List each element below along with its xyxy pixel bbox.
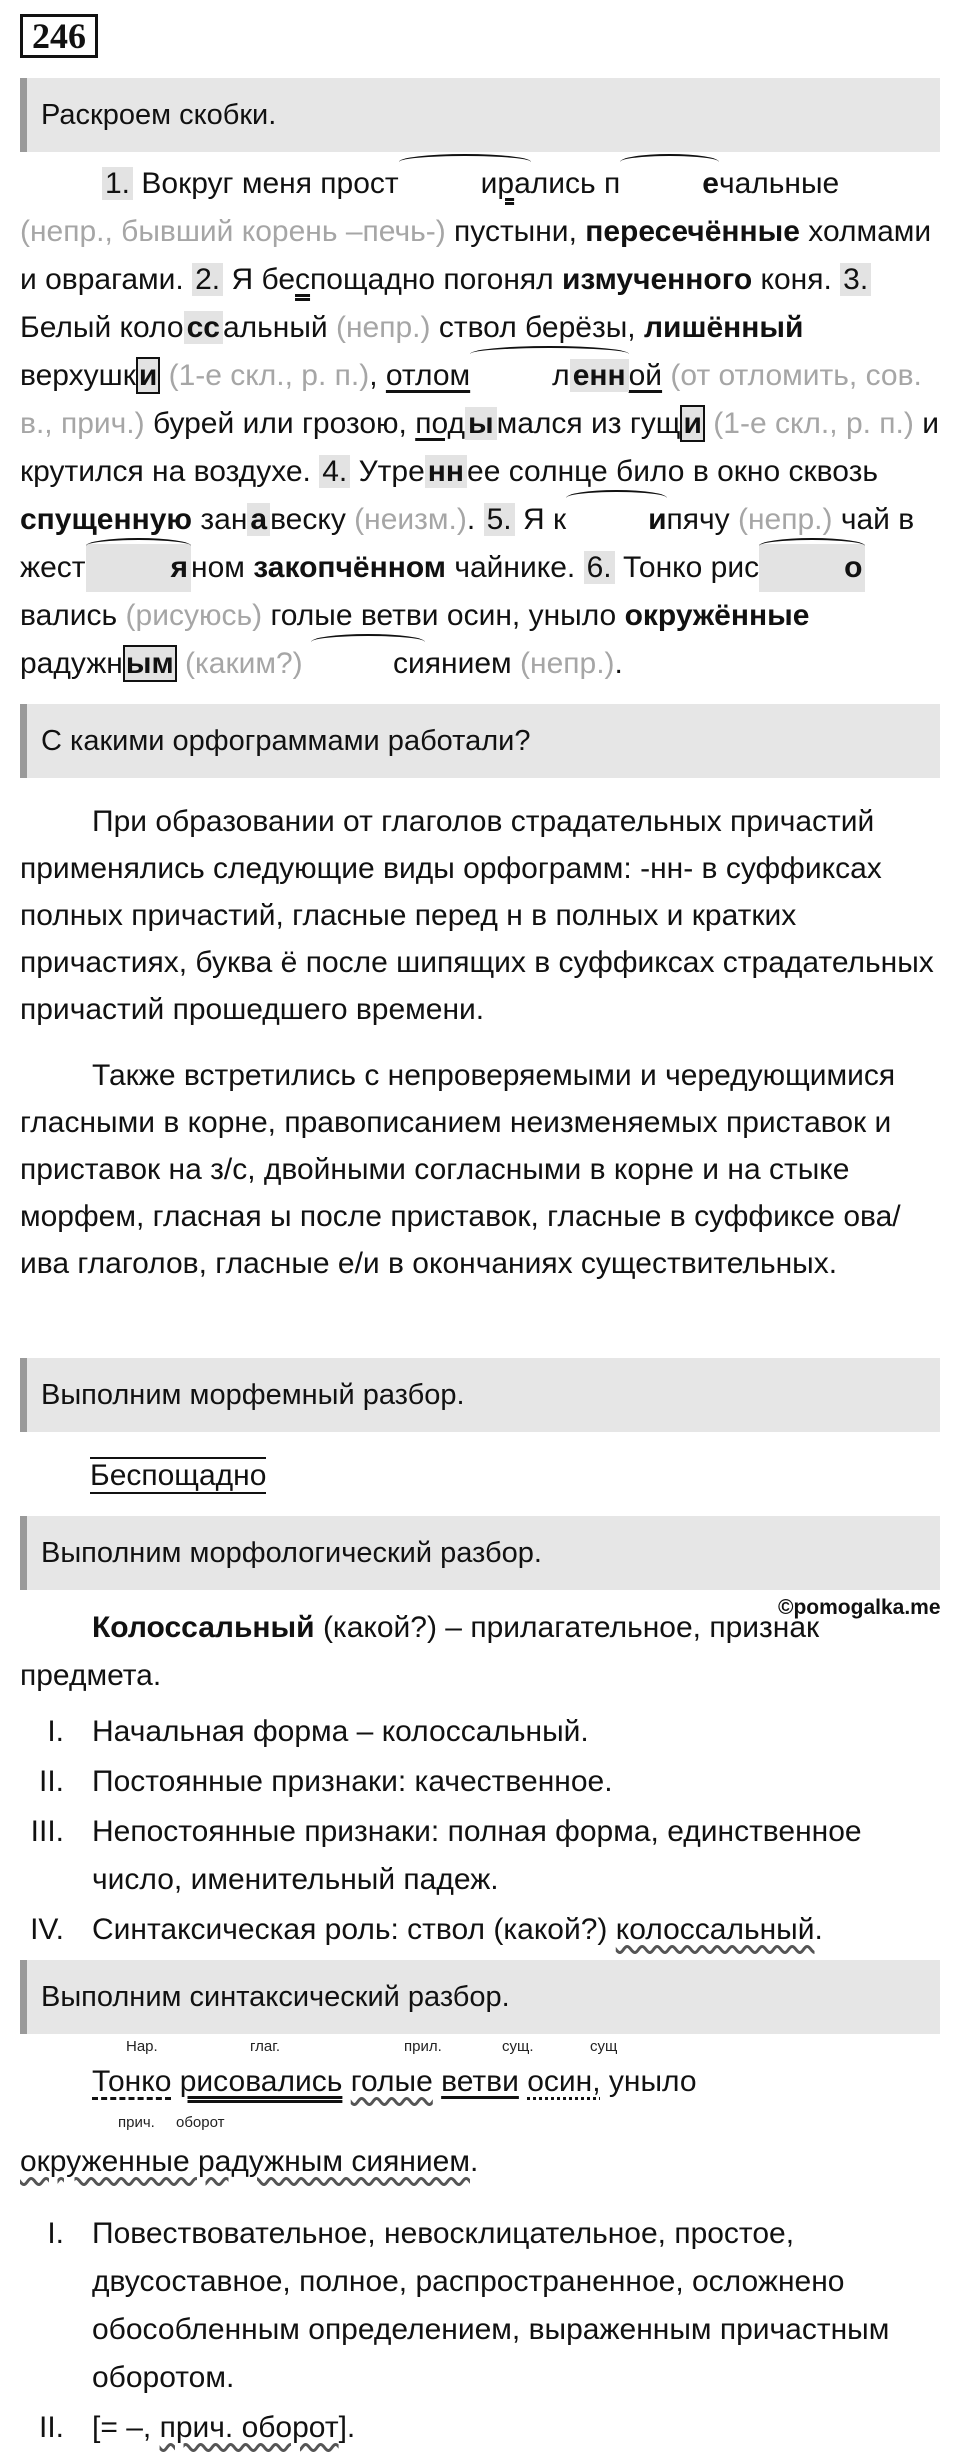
syntax-item: I. Повествовательное, невосклицательное, простое, двусоставное, полное, распространенное, осложнено обособленным определением, выраженным причастным оборотом. xyxy=(47,2217,890,2394)
morph-intro: Колоссальный (какой?) – прилагательное, признак предмета. xyxy=(20,1611,820,1692)
section-header-morphemic: Выполним морфемный разбор. xyxy=(20,1358,940,1432)
task-number: 246 xyxy=(20,14,98,58)
morph-item: III. Непостоянные признаки: полная форма, единственное число, именительный падеж. xyxy=(30,1815,862,1896)
syntax-sentence: Нар. глаг. прил. сущ. сущ Тонко рисовались голые ветви осин, уныло прич. оборот окруженные радужным сиянием. xyxy=(0,2034,960,2234)
section-header-morphological: Выполним морфологический разбор. xyxy=(20,1516,940,1590)
morph-item: I. Начальная форма – колоссальный. xyxy=(47,1715,589,1748)
section-header-orthograms: С какими орфограммами работали? xyxy=(20,704,940,778)
section-header-brackets: Раскроем скобки. xyxy=(20,78,940,152)
syntax-line-1: Тонко рисовались голые ветви осин, уныло xyxy=(92,2065,697,2098)
syntax-list xyxy=(20,2210,940,2452)
watermark: ©pomogalka.me xyxy=(778,1596,941,1619)
orthograms-paragraph-2: Также встретились с непроверяемыми и чередующимися гласными в корне, правописанием неизменяемых приставок и приставок на з/с, двойными согласными в корне и на стыке морфем, гласная ы после приставок, гласные в суффиксе ова/ива глаголов, гласные е/и в окончаниях существительных. xyxy=(20,1059,901,1280)
morph-item: II. Постоянные признаки: качественное. xyxy=(38,1765,613,1798)
morph-list xyxy=(20,1708,940,1954)
orthograms-paragraph-1: При образовании от глаголов страдательных причастий применялись следующие виды орфограмм: -нн- в суффиксах полных причастий, гласные перед н в полных и кратких причастиях, буква ё после шипящих в суффиксах страдательных причастий прошедшего времени. xyxy=(20,805,934,1026)
morph-item: IV. Синтаксическая роль: ствол (какой?) колоссальный. xyxy=(30,1913,823,1946)
exercise-text: 1. Вокруг меня прост ирались п ечальные (непр., бывший корень –печь-) пустыни, пересечённые холмами и оврагами. 2. Я беспощадно погонял измученного коня. 3. Белый коло сс альный (непр.) ствол берёзы, лишённый верхушк и (1-е скл., р. п.), отлом л енн ой (от отломить, сов. в., прич.) бурей или грозою, под ы мался из гущ и (1-е скл., р. п.) и крутился на воздухе. 4. Утре нн ее солнце било в окно сквозь спущенную зан а веску (неизм.). 5. Я к ипячу (непр.) чай в жест я ном закопчённом чайнике. 6. Тонко рис овались (рисуюсь) голые ветви осин, уныло окружённые радужн ым (каким?) сиянием (непр.). xyxy=(20,160,940,688)
morphemic-word: Беспощадно xyxy=(90,1459,267,1492)
syntax-line-2: окруженные радужным сиянием. xyxy=(20,2145,479,2178)
syntax-item: II. [= –, прич. оборот]. xyxy=(38,2411,356,2444)
section-header-syntactic: Выполним синтаксический разбор. xyxy=(20,1960,940,2034)
